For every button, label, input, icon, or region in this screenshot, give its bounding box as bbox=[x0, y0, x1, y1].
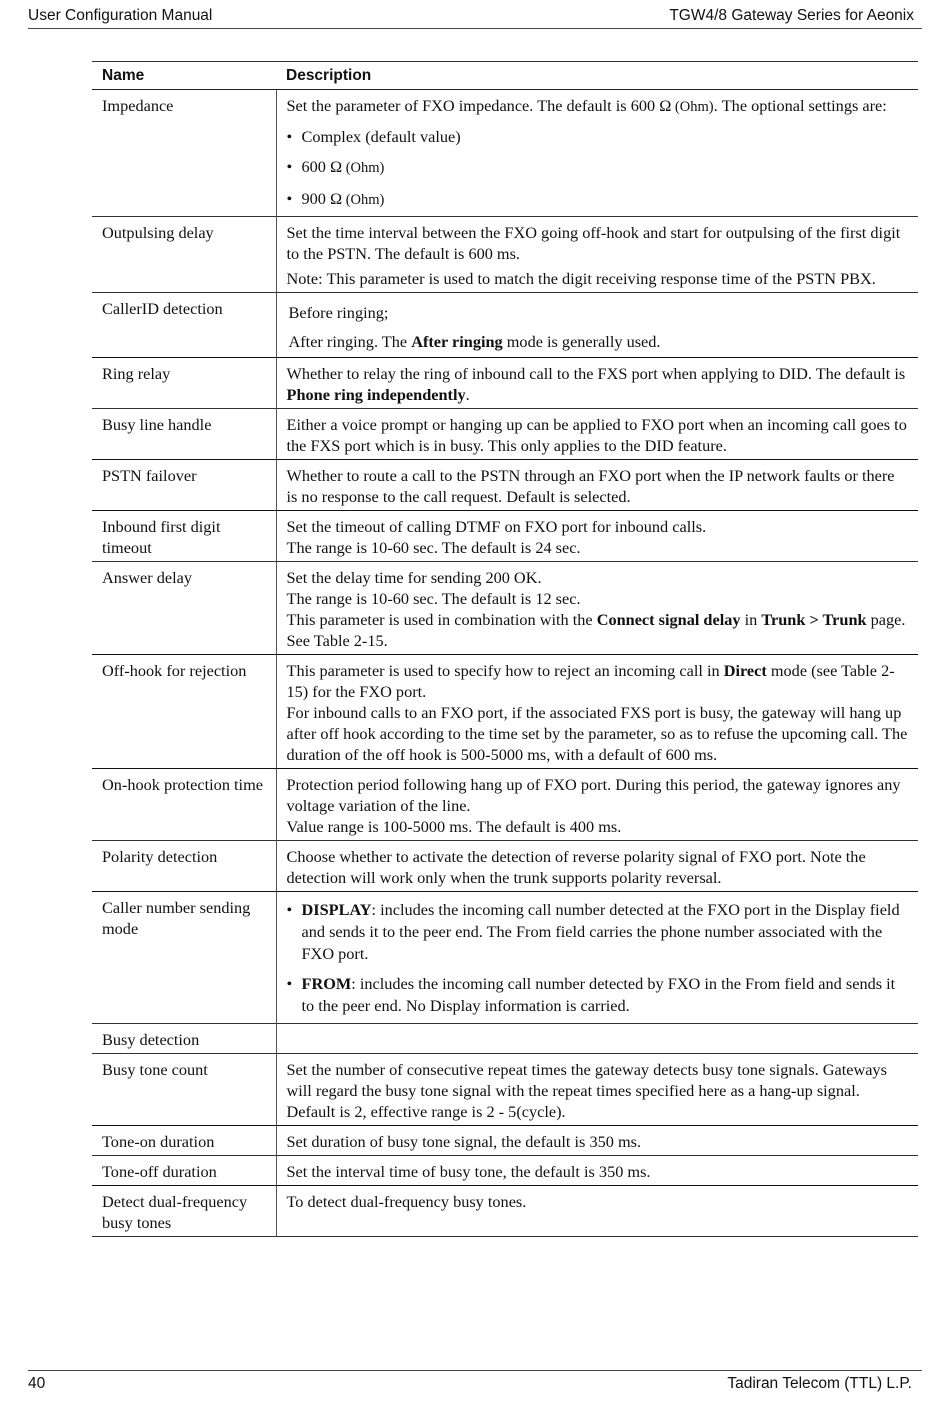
param-name: On-hook protection time bbox=[92, 769, 276, 841]
param-description: Set duration of busy tone signal, the default is 350 ms. bbox=[276, 1126, 918, 1156]
table-row bbox=[92, 1186, 918, 1237]
param-name: CallerID detection bbox=[92, 293, 276, 358]
table-row bbox=[92, 841, 918, 892]
desc-text: Set the timeout of calling DTMF on FXO port for inbound calls. bbox=[286, 517, 707, 536]
desc-text: Value range is 100-5000 ms. The default is 400 ms. bbox=[286, 817, 622, 836]
unit-text: (Ohm) bbox=[671, 99, 714, 115]
param-description bbox=[276, 358, 918, 409]
param-name: Impedance bbox=[92, 90, 276, 217]
param-name: Outpulsing delay bbox=[92, 217, 276, 293]
param-name: Tone-off duration bbox=[92, 1156, 276, 1186]
param-description bbox=[276, 562, 918, 655]
param-description: Whether to route a call to the PSTN through an FXO port when the IP network faults or there is no response to the call request. Default is selected. bbox=[276, 460, 918, 511]
param-name: PSTN failover bbox=[92, 460, 276, 511]
bullet-item: • Complex (default value) bbox=[287, 126, 909, 147]
param-name: Inbound first digit timeout bbox=[92, 511, 276, 562]
param-name: Polarity detection bbox=[92, 841, 276, 892]
bullet-item: • FROM: includes the incoming call number detected by FXO in the From field and sends it to the peer end. No Display information is carried. bbox=[287, 973, 909, 1017]
header-manual-title: User Configuration Manual bbox=[28, 7, 213, 24]
desc-text: This parameter is used to specify how to reject an incoming call in Direct mode (see Table 2-15) for the FXO port. bbox=[286, 661, 895, 701]
desc-text: After ringing. The After ringing mode is generally used. bbox=[288, 332, 661, 351]
bullet-item: • 900 Ω (Ohm) bbox=[287, 188, 909, 211]
desc-text: . The optional settings are: bbox=[713, 96, 887, 115]
footer-company: Tadiran Telecom (TTL) L.P. bbox=[727, 1375, 912, 1392]
table-row bbox=[92, 511, 918, 562]
desc-text: Before ringing; bbox=[288, 303, 389, 322]
param-name: Caller number sending mode bbox=[92, 892, 276, 1024]
desc-text: The range is 10-60 sec. The default is 24 sec. bbox=[286, 538, 581, 557]
page-footer bbox=[28, 1370, 922, 1395]
param-description bbox=[276, 1024, 918, 1054]
desc-note: Note: This parameter is used to match the digit receiving response time of the PSTN PBX. bbox=[286, 269, 876, 288]
table-row bbox=[92, 460, 918, 511]
param-description: Set the interval time of busy tone, the default is 350 ms. bbox=[276, 1156, 918, 1186]
table-row bbox=[92, 1126, 918, 1156]
table-row bbox=[92, 358, 918, 409]
table-header-row bbox=[92, 62, 918, 90]
param-description: Choose whether to activate the detection of reverse polarity signal of FXO port. Note the detection will work only when the trunk supports polarity reversal. bbox=[276, 841, 918, 892]
table-row bbox=[92, 409, 918, 460]
param-description bbox=[276, 892, 918, 1024]
column-header-description: Description bbox=[276, 62, 918, 90]
bullet-item: • 600 Ω (Ohm) bbox=[287, 156, 909, 179]
table-row bbox=[92, 769, 918, 841]
param-name: Detect dual-frequency busy tones bbox=[92, 1186, 276, 1237]
table-row bbox=[92, 892, 918, 1024]
table-row bbox=[92, 293, 918, 358]
table-row bbox=[92, 562, 918, 655]
desc-text: Set the delay time for sending 200 OK. bbox=[286, 568, 542, 587]
param-description: Set the number of consecutive repeat times the gateway detects busy tone signals. Gateways will regard the busy tone signal with the repeat times specified here as a hang-up signal. Default is 2, effective range is 2 - 5(cycle). bbox=[276, 1054, 918, 1126]
param-name: Ring relay bbox=[92, 358, 276, 409]
desc-text: For inbound calls to an FXO port, if the associated FXS port is busy, the gateway will hang up after off hook according to the time set by the parameter, so as to refuse the upcoming call. The duration of the off hook is 500-5000 ms, with a default of 600 ms. bbox=[286, 703, 908, 764]
column-header-name: Name bbox=[92, 62, 276, 90]
desc-text: Protection period following hang up of FXO port. During this period, the gateway ignores any voltage variation of the line. bbox=[286, 775, 901, 815]
param-description bbox=[276, 90, 918, 217]
param-name: Busy tone count bbox=[92, 1054, 276, 1126]
param-name: Busy line handle bbox=[92, 409, 276, 460]
table-row bbox=[92, 655, 918, 769]
table-row bbox=[92, 1054, 918, 1126]
param-name: Busy detection bbox=[92, 1024, 276, 1054]
table-row bbox=[92, 1156, 918, 1186]
parameter-table bbox=[92, 61, 918, 1237]
param-description bbox=[276, 217, 918, 293]
param-name: Answer delay bbox=[92, 562, 276, 655]
desc-text: Set the parameter of FXO impedance. The default is 600 Ω bbox=[286, 96, 672, 115]
header-product-title: TGW4/8 Gateway Series for Aeonix bbox=[669, 7, 914, 24]
page-header bbox=[28, 6, 922, 29]
table-row bbox=[92, 90, 918, 217]
param-description: To detect dual-frequency busy tones. bbox=[276, 1186, 918, 1237]
param-description bbox=[276, 655, 918, 769]
param-name: Off-hook for rejection bbox=[92, 655, 276, 769]
desc-text: Set the time interval between the FXO going off-hook and start for outpulsing of the first digit to the PSTN. The default is 600 ms. bbox=[286, 223, 901, 263]
param-description bbox=[276, 511, 918, 562]
page-number: 40 bbox=[28, 1375, 46, 1392]
table-row bbox=[92, 217, 918, 293]
bullet-item: • DISPLAY: includes the incoming call number detected at the FXO port in the Display field and sends it to the peer end. The From field carries the phone number associated with the FXO port. bbox=[287, 899, 909, 965]
param-name: Tone-on duration bbox=[92, 1126, 276, 1156]
desc-text: The range is 10-60 sec. The default is 12 sec. bbox=[286, 589, 581, 608]
param-description bbox=[276, 293, 918, 358]
param-description bbox=[276, 769, 918, 841]
desc-text: This parameter is used in combination with the Connect signal delay in Trunk > Trunk page. See Table 2-15. bbox=[286, 610, 906, 650]
desc-text: Whether to relay the ring of inbound call to the FXS port when applying to DID. The default is Phone ring independently. bbox=[286, 364, 906, 404]
table-row bbox=[92, 1024, 918, 1054]
param-description: Either a voice prompt or hanging up can be applied to FXO port when an incoming call goes to the FXS port which is in busy. This only applies to the DID feature. bbox=[276, 409, 918, 460]
